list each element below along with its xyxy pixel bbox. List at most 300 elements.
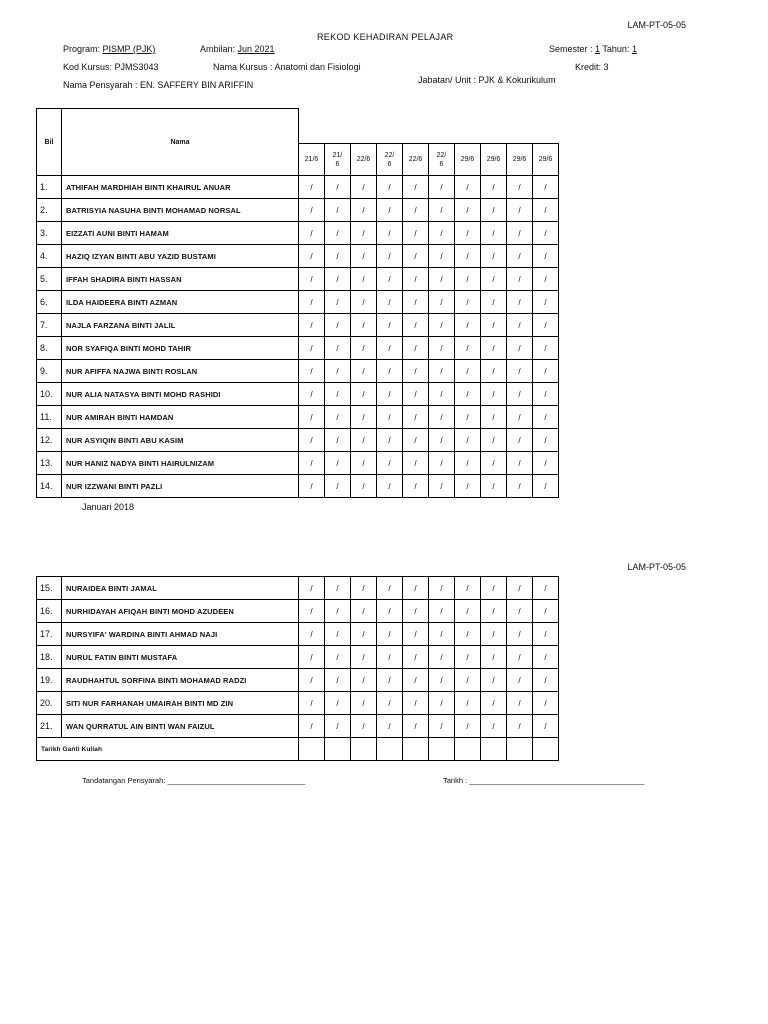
attendance-mark: / (429, 669, 455, 692)
attendance-mark: / (429, 646, 455, 669)
attendance-mark: / (507, 429, 533, 452)
attendance-mark: / (403, 360, 429, 383)
attendance-mark: / (299, 623, 325, 646)
replacement-date-cell (351, 738, 377, 761)
row-number: 19. (37, 669, 62, 692)
student-row (37, 406, 559, 429)
attendance-mark: / (403, 577, 429, 600)
attendance-mark: / (325, 222, 351, 245)
attendance-mark: / (533, 291, 559, 314)
row-number: 16. (37, 600, 62, 623)
attendance-mark: / (429, 176, 455, 199)
attendance-mark: / (455, 669, 481, 692)
student-row (37, 291, 559, 314)
student-name: SITI NUR FARHANAH UMAIRAH BINTI MD ZIN (62, 692, 299, 715)
date-header (377, 144, 403, 176)
attendance-mark: / (325, 245, 351, 268)
student-row (37, 577, 559, 600)
attendance-mark: / (429, 245, 455, 268)
row-number: 20. (37, 692, 62, 715)
student-name: NUR ASYIQIN BINTI ABU KASIM (62, 429, 299, 452)
row-number: 3. (37, 222, 62, 245)
attendance-mark: / (403, 600, 429, 623)
attendance-mark: / (299, 199, 325, 222)
attendance-mark: / (481, 715, 507, 738)
attendance-mark: / (377, 475, 403, 498)
attendance-mark: / (481, 245, 507, 268)
attendance-mark: / (377, 176, 403, 199)
attendance-mark: / (377, 291, 403, 314)
student-name: WAN QURRATUL AIN BINTI WAN FAIZUL (62, 715, 299, 738)
attendance-mark: / (429, 268, 455, 291)
attendance-mark: / (299, 176, 325, 199)
attendance-mark: / (377, 577, 403, 600)
attendance-mark: / (299, 360, 325, 383)
attendance-mark: / (533, 245, 559, 268)
attendance-mark: / (507, 360, 533, 383)
attendance-mark: / (351, 669, 377, 692)
attendance-mark: / (481, 452, 507, 475)
attendance-mark: / (481, 623, 507, 646)
attendance-mark: / (455, 314, 481, 337)
student-name: NURAIDEA BINTI JAMAL (62, 577, 299, 600)
header-row-top (37, 109, 559, 144)
attendance-mark: / (455, 715, 481, 738)
row-number: 14. (37, 475, 62, 498)
attendance-table-2 (36, 576, 559, 761)
attendance-mark: / (533, 692, 559, 715)
student-name: NUR ALIA NATASYA BINTI MOHD RASHIDI (62, 383, 299, 406)
ambilan-value: Jun 2021 (237, 44, 275, 54)
attendance-mark: / (325, 337, 351, 360)
tahun-label: Tahun: (602, 44, 630, 54)
student-row (37, 245, 559, 268)
attendance-mark: / (299, 692, 325, 715)
attendance-mark: / (351, 314, 377, 337)
attendance-mark: / (455, 600, 481, 623)
attendance-mark: / (377, 268, 403, 291)
attendance-mark: / (455, 577, 481, 600)
attendance-mark: / (455, 176, 481, 199)
attendance-mark: / (507, 600, 533, 623)
attendance-mark: / (351, 406, 377, 429)
attendance-mark: / (377, 429, 403, 452)
date-header (299, 144, 325, 176)
program-field (63, 44, 155, 54)
attendance-mark: / (429, 360, 455, 383)
attendance-mark: / (507, 245, 533, 268)
replacement-date-cell (481, 738, 507, 761)
replacement-date-cell (403, 738, 429, 761)
attendance-mark: / (299, 291, 325, 314)
attendance-mark: / (429, 623, 455, 646)
student-name: EIZZATI AUNI BINTI HAMAM (62, 222, 299, 245)
attendance-mark: / (377, 646, 403, 669)
program-value: PISMP (PJK) (102, 44, 156, 54)
attendance-mark: / (533, 452, 559, 475)
row-number: 18. (37, 646, 62, 669)
attendance-mark: / (481, 692, 507, 715)
student-row (37, 669, 559, 692)
date-header (403, 144, 429, 176)
row-number: 17. (37, 623, 62, 646)
date-text: 6 (387, 160, 392, 168)
attendance-mark: / (299, 646, 325, 669)
attendance-mark: / (325, 452, 351, 475)
row-number: 15. (37, 577, 62, 600)
attendance-mark: / (403, 314, 429, 337)
attendance-mark: / (455, 623, 481, 646)
attendance-mark: / (507, 715, 533, 738)
attendance-mark: / (533, 623, 559, 646)
attendance-mark: / (325, 360, 351, 383)
attendance-mark: / (533, 268, 559, 291)
student-row (37, 360, 559, 383)
row-number: 11. (37, 406, 62, 429)
row-number: 5. (37, 268, 62, 291)
attendance-mark: / (351, 623, 377, 646)
attendance-mark: / (455, 692, 481, 715)
attendance-mark: / (455, 646, 481, 669)
attendance-mark: / (351, 268, 377, 291)
attendance-mark: / (533, 199, 559, 222)
row-number: 1. (37, 176, 62, 199)
attendance-mark: / (403, 222, 429, 245)
attendance-mark: / (429, 475, 455, 498)
attendance-mark: / (533, 715, 559, 738)
replacement-date-cell (299, 738, 325, 761)
student-row (37, 600, 559, 623)
attendance-mark: / (351, 692, 377, 715)
lecturer-name: Nama Pensyarah : EN. SAFFERY BIN ARIFFIN (63, 80, 254, 90)
date-text: 22/ (384, 151, 395, 159)
student-row (37, 692, 559, 715)
header-blank (299, 109, 559, 144)
attendance-mark: / (403, 406, 429, 429)
attendance-mark: / (507, 623, 533, 646)
student-name: NAJLA FARZANA BINTI JALIL (62, 314, 299, 337)
attendance-mark: / (455, 429, 481, 452)
attendance-mark: / (507, 669, 533, 692)
attendance-mark: / (455, 337, 481, 360)
attendance-mark: / (351, 429, 377, 452)
attendance-mark: / (429, 452, 455, 475)
attendance-mark: / (481, 291, 507, 314)
attendance-mark: / (377, 669, 403, 692)
attendance-mark: / (299, 245, 325, 268)
attendance-mark: / (299, 452, 325, 475)
student-name: NURSYIFA' WARDINA BINTI AHMAD NAJI (62, 623, 299, 646)
date-text: 29/6 (538, 156, 553, 164)
attendance-mark: / (507, 291, 533, 314)
attendance-mark: / (403, 337, 429, 360)
row-number: 6. (37, 291, 62, 314)
ambilan-label: Ambilan: (200, 44, 236, 54)
attendance-mark: / (507, 577, 533, 600)
attendance-mark: / (455, 245, 481, 268)
student-name: NURHIDAYAH AFIQAH BINTI MOHD AZUDEEN (62, 600, 299, 623)
attendance-mark: / (507, 222, 533, 245)
replacement-date-cell (533, 738, 559, 761)
attendance-mark: / (325, 268, 351, 291)
date-text: 6 (439, 160, 444, 168)
attendance-mark: / (533, 429, 559, 452)
attendance-mark: / (533, 669, 559, 692)
date-text: 21/6 (304, 156, 319, 164)
attendance-mark: / (351, 176, 377, 199)
attendance-mark: / (481, 383, 507, 406)
attendance-mark: / (377, 360, 403, 383)
attendance-mark: / (429, 199, 455, 222)
attendance-mark: / (533, 314, 559, 337)
attendance-mark: / (351, 383, 377, 406)
attendance-mark: / (351, 475, 377, 498)
attendance-mark: / (481, 669, 507, 692)
replacement-date-cell (429, 738, 455, 761)
attendance-mark: / (429, 383, 455, 406)
attendance-mark: / (351, 337, 377, 360)
row-number: 13. (37, 452, 62, 475)
attendance-mark: / (533, 360, 559, 383)
attendance-mark: / (351, 245, 377, 268)
department: Jabatan/ Unit : PJK & Kokurikulum (418, 75, 556, 85)
attendance-mark: / (325, 429, 351, 452)
course-name: Nama Kursus : Anatomi dan Fisiologi (213, 62, 361, 72)
attendance-mark: / (325, 406, 351, 429)
attendance-mark: / (481, 337, 507, 360)
date-header (455, 144, 481, 176)
student-name: NUR AFIFFA NAJWA BINTI ROSLAN (62, 360, 299, 383)
student-name: IFFAH SHADIRA BINTI HASSAN (62, 268, 299, 291)
replacement-date-cell (377, 738, 403, 761)
date-text: 29/6 (512, 156, 527, 164)
attendance-mark: / (533, 383, 559, 406)
attendance-mark: / (455, 222, 481, 245)
attendance-mark: / (429, 600, 455, 623)
attendance-mark: / (533, 646, 559, 669)
attendance-mark: / (299, 715, 325, 738)
attendance-mark: / (377, 383, 403, 406)
attendance-mark: / (325, 669, 351, 692)
attendance-mark: / (455, 475, 481, 498)
student-row (37, 646, 559, 669)
attendance-mark: / (429, 291, 455, 314)
attendance-mark: / (403, 268, 429, 291)
attendance-mark: / (507, 314, 533, 337)
document-code-2: LAM-PT-05-05 (627, 562, 686, 572)
attendance-mark: / (429, 692, 455, 715)
student-row (37, 383, 559, 406)
attendance-mark: / (533, 337, 559, 360)
student-row (37, 429, 559, 452)
row-number: 7. (37, 314, 62, 337)
attendance-mark: / (299, 337, 325, 360)
student-row (37, 715, 559, 738)
attendance-mark: / (403, 452, 429, 475)
student-name: NURUL FATIN BINTI MUSTAFA (62, 646, 299, 669)
attendance-mark: / (377, 245, 403, 268)
attendance-mark: / (299, 406, 325, 429)
attendance-mark: / (533, 406, 559, 429)
student-row (37, 268, 559, 291)
row-number: 21. (37, 715, 62, 738)
attendance-mark: / (351, 577, 377, 600)
attendance-mark: / (481, 222, 507, 245)
attendance-mark: / (429, 337, 455, 360)
date-header (325, 144, 351, 176)
attendance-mark: / (377, 406, 403, 429)
attendance-mark: / (351, 600, 377, 623)
attendance-mark: / (429, 406, 455, 429)
attendance-mark: / (455, 291, 481, 314)
attendance-mark: / (507, 646, 533, 669)
attendance-mark: / (429, 715, 455, 738)
attendance-mark: / (325, 176, 351, 199)
student-row (37, 337, 559, 360)
attendance-mark: / (481, 406, 507, 429)
attendance-mark: / (455, 199, 481, 222)
course-credit: Kredit: 3 (575, 62, 609, 72)
attendance-mark: / (455, 360, 481, 383)
date-note: Januari 2018 (82, 502, 135, 512)
date-text: 29/6 (460, 156, 475, 164)
row-number: 9. (37, 360, 62, 383)
attendance-mark: / (299, 222, 325, 245)
attendance-mark: / (325, 646, 351, 669)
attendance-mark: / (377, 199, 403, 222)
attendance-mark: / (533, 222, 559, 245)
semester-label: Semester : (549, 44, 593, 54)
student-row (37, 176, 559, 199)
attendance-mark: / (455, 406, 481, 429)
attendance-mark: / (351, 452, 377, 475)
attendance-mark: / (377, 623, 403, 646)
student-row (37, 452, 559, 475)
attendance-mark: / (481, 314, 507, 337)
attendance-mark: / (481, 199, 507, 222)
attendance-mark: / (299, 577, 325, 600)
attendance-mark: / (481, 429, 507, 452)
attendance-mark: / (299, 383, 325, 406)
attendance-mark: / (533, 176, 559, 199)
attendance-mark: / (325, 692, 351, 715)
attendance-mark: / (507, 337, 533, 360)
attendance-mark: / (481, 646, 507, 669)
row-number: 4. (37, 245, 62, 268)
student-name: NUR IZZWANI BINTI PAZLI (62, 475, 299, 498)
student-row (37, 314, 559, 337)
attendance-mark: / (377, 452, 403, 475)
attendance-mark: / (351, 291, 377, 314)
attendance-mark: / (403, 475, 429, 498)
attendance-mark: / (403, 715, 429, 738)
program-label: Program: (63, 44, 101, 54)
attendance-mark: / (325, 623, 351, 646)
course-code: Kod Kursus: PJMS3043 (63, 62, 159, 72)
student-name: BATRISYIA NASUHA BINTI MOHAMAD NORSAL (62, 199, 299, 222)
attendance-mark: / (377, 600, 403, 623)
replacement-date-cell (507, 738, 533, 761)
attendance-mark: / (429, 314, 455, 337)
attendance-mark: / (533, 475, 559, 498)
attendance-mark: / (299, 268, 325, 291)
attendance-mark: / (325, 715, 351, 738)
attendance-mark: / (403, 245, 429, 268)
attendance-mark: / (351, 646, 377, 669)
date-header (481, 144, 507, 176)
attendance-table-1 (36, 108, 559, 498)
attendance-mark: / (533, 577, 559, 600)
attendance-mark: / (429, 222, 455, 245)
document-code: LAM-PT-05-05 (627, 20, 686, 30)
attendance-mark: / (325, 600, 351, 623)
attendance-mark: / (325, 577, 351, 600)
date-header (429, 144, 455, 176)
attendance-mark: / (377, 692, 403, 715)
attendance-mark: / (299, 475, 325, 498)
attendance-mark: / (507, 452, 533, 475)
attendance-mark: / (377, 715, 403, 738)
attendance-mark: / (403, 692, 429, 715)
date-text: 29/6 (486, 156, 501, 164)
lecturer-signature-line: Tandatangan Pensyarah: _________________________________ (82, 776, 306, 785)
attendance-mark: / (299, 314, 325, 337)
student-name: NUR HANIZ NADYA BINTI HAIRULNIZAM (62, 452, 299, 475)
attendance-mark: / (403, 623, 429, 646)
replacement-date-row (37, 738, 559, 761)
attendance-mark: / (403, 176, 429, 199)
attendance-mark: / (507, 475, 533, 498)
attendance-mark: / (325, 199, 351, 222)
row-number: 12. (37, 429, 62, 452)
replacement-date-label: Tarikh Ganti Kuliah (37, 738, 299, 761)
attendance-mark: / (455, 268, 481, 291)
attendance-mark: / (377, 222, 403, 245)
attendance-mark: / (351, 715, 377, 738)
tahun-value: 1 (631, 44, 637, 54)
student-row (37, 222, 559, 245)
student-name: RAUDHAHTUL SORFINA BINTI MOHAMAD RADZI (62, 669, 299, 692)
attendance-mark: / (351, 222, 377, 245)
semester-tahun-field (549, 44, 637, 54)
attendance-mark: / (533, 600, 559, 623)
student-name: HAZIQ IZYAN BINTI ABU YAZID BUSTAMI (62, 245, 299, 268)
ambilan-field (200, 44, 275, 54)
row-number: 8. (37, 337, 62, 360)
attendance-mark: / (507, 268, 533, 291)
attendance-mark: / (325, 291, 351, 314)
attendance-mark: / (403, 429, 429, 452)
attendance-mark: / (351, 199, 377, 222)
date-text: 6 (335, 160, 340, 168)
date-signature-line: Tarikh : __________________________________________ (443, 776, 645, 785)
replacement-date-cell (325, 738, 351, 761)
date-header (507, 144, 533, 176)
attendance-mark: / (403, 383, 429, 406)
student-name: ILDA HAIDEERA BINTI AZMAN (62, 291, 299, 314)
attendance-mark: / (481, 600, 507, 623)
attendance-mark: / (481, 475, 507, 498)
row-number: 10. (37, 383, 62, 406)
attendance-mark: / (429, 429, 455, 452)
row-number: 2. (37, 199, 62, 222)
student-row (37, 199, 559, 222)
nama-header: Nama (62, 109, 299, 176)
attendance-mark: / (455, 383, 481, 406)
semester-value: 1 (595, 44, 601, 54)
date-text: 21/ (332, 151, 343, 159)
student-name: NUR AMIRAH BINTI HAMDAN (62, 406, 299, 429)
